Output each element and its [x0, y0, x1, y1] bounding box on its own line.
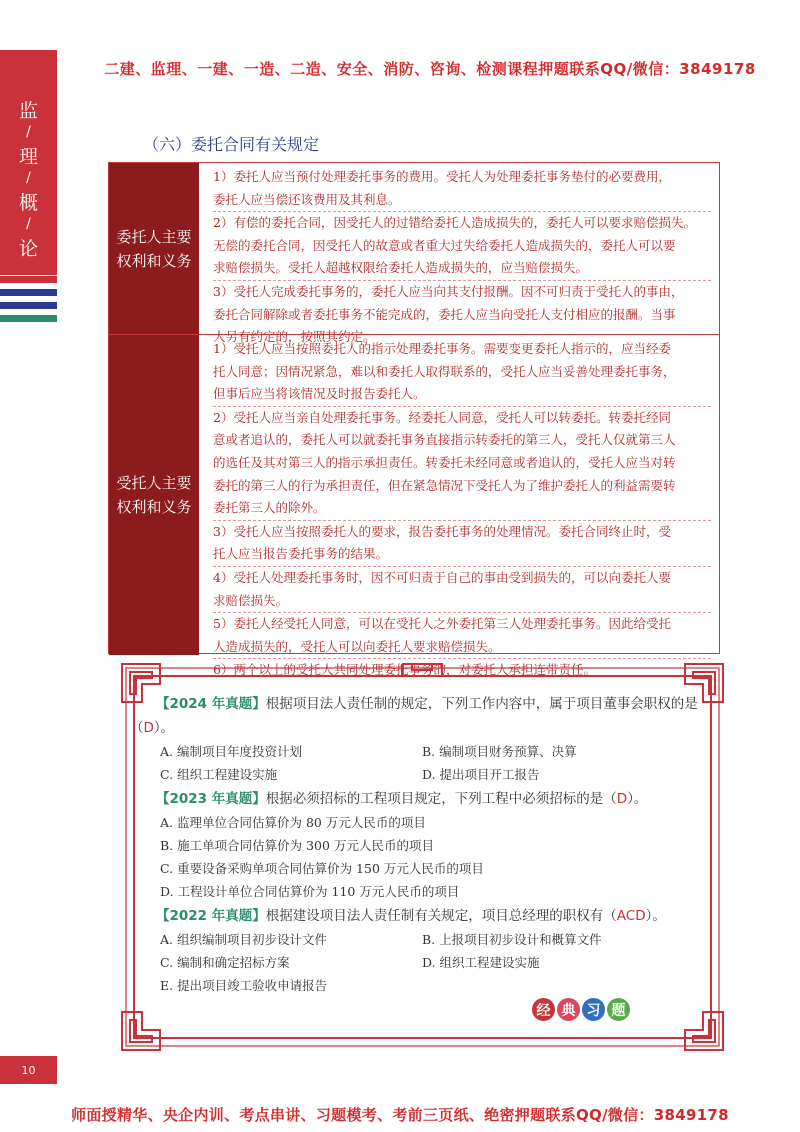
option: C. 编制和确定招标方案: [160, 955, 290, 971]
principal-label: [109, 163, 199, 334]
question-3-answer: ACD: [616, 907, 646, 924]
side-char-3: 概: [18, 192, 38, 214]
principal-label-line2: 权利和义务: [116, 251, 192, 270]
side-tab: [0, 50, 57, 275]
agent-item-3: [213, 521, 711, 567]
agent-item-4: [213, 567, 711, 613]
question-3-tag: 【2022 年真题】: [156, 907, 266, 924]
question-2-paren-close: ）。: [627, 790, 648, 807]
question-1-answer: D: [143, 720, 154, 736]
badge-char-1: 经: [530, 996, 557, 1023]
para-line: 求赔偿损失。: [213, 592, 289, 608]
question-1-answer-line: [130, 716, 715, 740]
para-line: 人另有约定的，按照其约定。: [213, 329, 376, 345]
principal-row: [109, 163, 719, 345]
question-1-tag: 【2024 年真题】: [156, 696, 266, 712]
para-line: 但事后应当将该情况及时报告委托人。: [213, 386, 426, 402]
para-line: 意或者追认的，委托人可以就委托事务直接指示转委托的第三人，受托人仅就第三人: [213, 432, 676, 448]
badge-char-2: 典: [555, 996, 582, 1023]
top-banner: 二建、监理、一建、一造、二造、安全、消防、咨询、检测课程押题联系QQ/微信：3849178: [104, 60, 756, 78]
agent-label-line1: 受托人主要: [116, 474, 192, 492]
option: B. 施工单项合同估算价为 300 万元人民币的项目: [160, 837, 434, 853]
badge-char-4: 题: [605, 996, 632, 1023]
agent-row: [109, 335, 719, 678]
question-1-text: 根据项目法人责任制的规定，下列工作内容中，属于项目董事会职权的是: [265, 696, 698, 712]
para-line: 2）受托人应当亲自处理委托事务。经委托人同意，受托人可以转委托。转委托经同: [213, 409, 671, 425]
para-line: 4）受托人处理委托事务时，因不可归责于自己的事由受到损失的，可以向委托人要: [213, 569, 671, 585]
question-2-answer: D: [616, 790, 628, 807]
side-char-4: 论: [18, 238, 38, 260]
para-line: 5）委托人经受托人同意，可以在受托人之外委托第三人处理委托事务。因此给受托: [213, 616, 671, 632]
question-2-tag: 【2023 年真题】: [156, 790, 266, 807]
para-line: 求赔偿损失。受托人超越权限给委托人造成损失的，应当赔偿损失。: [213, 260, 589, 276]
principal-content: [199, 163, 719, 345]
classic-exercise-badge: [530, 996, 630, 1023]
exercise-content: [130, 692, 715, 998]
para-line: 2）有偿的委托合同，因受托人的过错给委托人造成损失的，委托人可以要求赔偿损失。: [213, 215, 696, 231]
para-line: 1）受托人应当按照委托人的指示处理委托事务。需要变更委托人指示的，应当经委: [213, 341, 671, 356]
option: B. 上报项目初步设计和概算文件: [422, 931, 602, 947]
para-line: 3）受托人应当按照委托人的要求，报告委托事务的处理情况。委托合同终止时，受: [213, 523, 671, 539]
question-1-paren-open: （: [130, 720, 144, 736]
option: E. 提出项目竣工验收申请报告: [160, 978, 328, 994]
question-2-text: 根据必须招标的工程项目规定，下列工程中必须招标的是（: [265, 790, 617, 807]
para-line: 无偿的委托合同，因受托人的故意或者重大过失给委托人造成损失的，委托人可以要: [213, 237, 676, 253]
badge-char-3: 习: [580, 996, 607, 1023]
question-1: [130, 692, 715, 716]
question-3-options-row-1: [130, 928, 715, 951]
question-3-paren-close: ）。: [645, 907, 666, 924]
para-line: 委托人应当偿还该费用及其利息。: [213, 191, 401, 207]
stripe-navy: [0, 289, 57, 296]
stripe-red: [0, 276, 57, 283]
agent-item-1: [213, 338, 711, 407]
side-slash-1: /: [26, 124, 31, 140]
question-3-text: 根据建设项目法人责任制有关规定，项目总经理的职权有（: [265, 907, 617, 924]
question-3-options-row-2: [130, 951, 715, 974]
option: C. 重要设备采购单项合同估算价为 150 万元人民币的项目: [160, 861, 484, 877]
principal-item-2: [213, 212, 711, 281]
para-line: 3）受托人完成委托事务的，委托人应当向其支付报酬。因不可归责于受托人的事由，: [213, 283, 684, 299]
option: B. 编制项目财务预算、决算: [422, 744, 577, 759]
exercise-box: [120, 662, 725, 1052]
agent-item-2: [213, 407, 711, 521]
side-char-1: 监: [18, 100, 38, 122]
side-stripes: [0, 276, 57, 328]
para-line: 1）委托人应当预付处理委托事务的费用。受托人为处理委托事务垫付的必要费用，: [213, 169, 671, 184]
agent-label-line2: 权利和义务: [116, 498, 192, 516]
para-line: 委托的第三人的行为承担责任，但在紧急情况下受托人为了维护委托人的利益需要转: [213, 477, 676, 493]
para-line: 6）两个以上的受托人共同处理委托事务的，对委托人承担连带责任。: [213, 662, 596, 678]
para-line: 托人应当报告委托事务的结果。: [213, 546, 389, 562]
para-line: 托人同意；因情况紧急，难以和委托人取得联系的，受托人应当妥善处理委托事务，: [213, 363, 676, 379]
side-slash-2: /: [26, 170, 31, 186]
option: A. 组织编制项目初步设计文件: [160, 931, 327, 947]
page-number: 10: [0, 1056, 57, 1084]
option: D. 工程设计单位合同估算价为 110 万元人民币的项目: [160, 884, 460, 900]
question-2: [130, 787, 715, 811]
side-char-2: 理: [18, 146, 38, 168]
stripe-green: [0, 315, 57, 322]
principal-label-line1: 委托人主要: [116, 227, 192, 246]
option: D. 组织工程建设实施: [422, 955, 540, 971]
para-line: 委托第三人的除外。: [213, 500, 326, 516]
agent-label: [109, 335, 199, 655]
stripe-navy-2: [0, 302, 57, 309]
principal-item-1: [213, 166, 711, 212]
para-line: 人造成损失的，受托人可以向委托人要求赔偿损失。: [213, 638, 501, 654]
section-title: （六）委托合同有关规定: [143, 135, 320, 154]
bottom-banner: 师面授精华、央企内训、考点串讲、习题模考、考前三页纸、绝密押题联系QQ/微信：3849178: [71, 1106, 729, 1124]
side-slash-3: /: [26, 216, 31, 232]
option: A. 监理单位合同估算价为 80 万元人民币的项目: [160, 814, 426, 830]
agent-item-5: [213, 613, 711, 659]
question-1-options-row-1: [130, 740, 715, 763]
rights-table: [108, 162, 720, 678]
question-1-options-row-2: [130, 763, 715, 786]
option: C. 组织工程建设实施: [160, 767, 278, 783]
para-line: 委托合同解除或者委托事务不能完成的，委托人应当向受托人支付相应的报酬。当事: [213, 306, 676, 322]
option: D. 提出项目开工报告: [422, 767, 540, 783]
agent-content: [199, 335, 719, 678]
question-3: [130, 904, 715, 928]
para-line: 的选任及其对第三人的指示承担责任。转委托未经同意或者追认的，受托人应当对转: [213, 454, 676, 470]
question-1-paren-close: ）。: [153, 720, 175, 736]
option: A. 编制项目年度投资计划: [160, 744, 302, 759]
